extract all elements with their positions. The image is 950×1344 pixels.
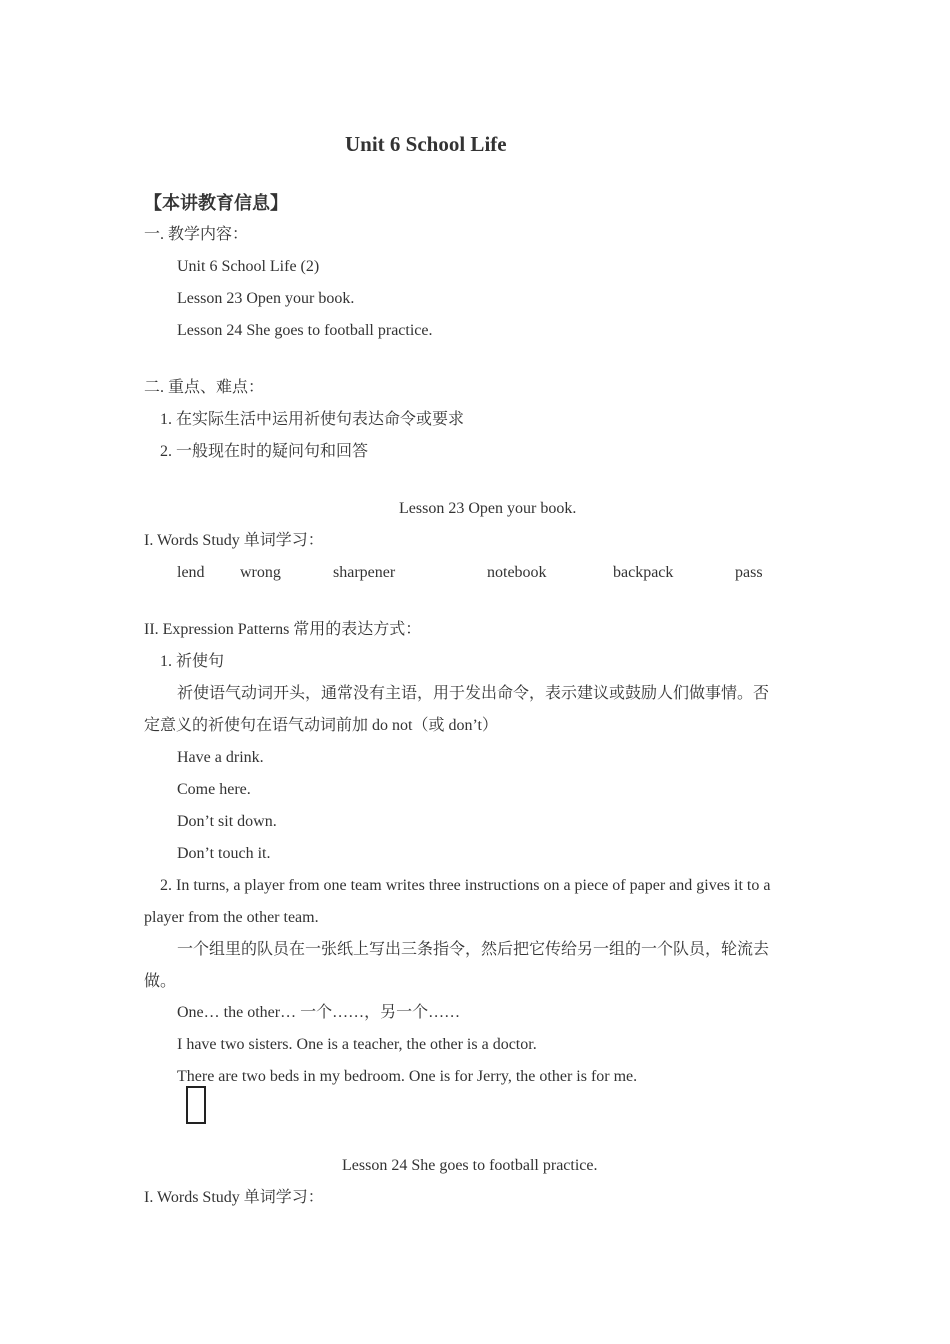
pattern-1-description: 定意义的祈使句在语气动词前加 do not（或 don’t） (144, 717, 498, 734)
pattern-2-text: 2. In turns, a player from one team writes three instructions on a piece of paper and gives it to a (160, 877, 771, 894)
content-item: Unit 6 School Life (2) (177, 258, 320, 275)
example-sentence: Don’t touch it. (177, 845, 271, 862)
pattern-1-label: 1. 祈使句 (160, 653, 225, 670)
word-item: sharpener (333, 564, 396, 581)
page-title: Unit 6 School Life (345, 132, 507, 156)
example-sentence: Have a drink. (177, 749, 264, 766)
word-item: notebook (487, 564, 547, 581)
word-item: lend (177, 564, 205, 581)
example-sentence: Don’t sit down. (177, 813, 277, 830)
lesson24-heading: Lesson 24 She goes to football practice. (342, 1157, 598, 1174)
word-item: pass (735, 564, 763, 581)
placeholder-box (186, 1086, 206, 1124)
word-item: backpack (613, 564, 674, 581)
key-point-item: 2. 一般现在时的疑问句和回答 (160, 443, 369, 460)
pattern-2-translation: 做。 (144, 973, 177, 990)
pattern-2-translation: 一个组里的队员在一张纸上写出三条指令，然后把它传给另一组的一个队员，轮流去 (177, 941, 770, 958)
word-item: wrong (240, 564, 281, 581)
pattern-2-text: player from the other team. (144, 909, 319, 926)
patterns-label: II. Expression Patterns 常用的表达方式： (144, 621, 422, 638)
content-label: 一. 教学内容： (144, 226, 249, 243)
lesson23-heading: Lesson 23 Open your book. (399, 500, 577, 517)
lesson24-words-label: I. Words Study 单词学习： (144, 1189, 324, 1206)
example-sentence: I have two sisters. One is a teacher, the other is a doctor. (177, 1036, 537, 1053)
lesson23-words-label: I. Words Study 单词学习： (144, 532, 324, 549)
content-item: Lesson 23 Open your book. (177, 290, 355, 307)
section-header: 【本讲教育信息】 (144, 193, 288, 213)
key-point-item: 1. 在实际生活中运用祈使句表达命令或要求 (160, 411, 465, 428)
pattern-1-description: 祈使语气动词开头，通常没有主语，用于发出命令，表示建议或鼓励人们做事情。否 (177, 685, 770, 702)
example-sentence: Come here. (177, 781, 251, 798)
key-points-label: 二. 重点、难点： (144, 379, 265, 396)
example-sentence: One… the other… 一个……，另一个…… (177, 1004, 461, 1021)
content-item: Lesson 24 She goes to football practice. (177, 322, 433, 339)
example-sentence: There are two beds in my bedroom. One is for Jerry, the other is for me. (177, 1068, 638, 1085)
